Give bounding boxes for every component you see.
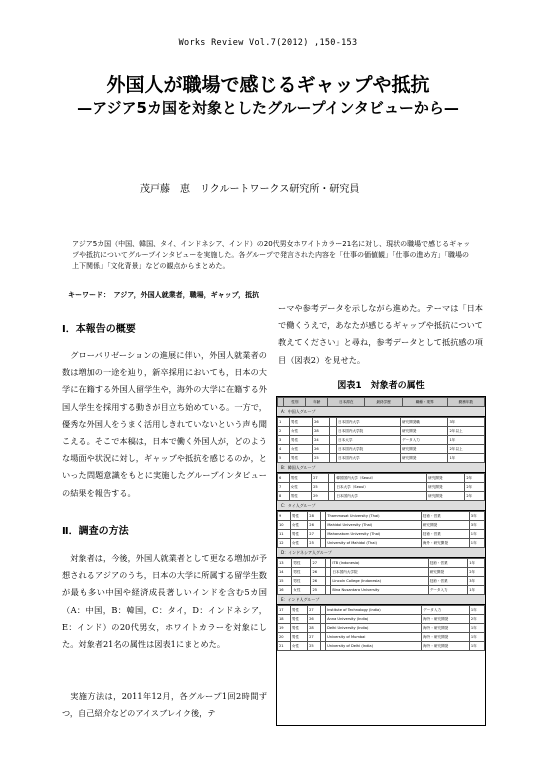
table-cell: 25 [311, 586, 325, 595]
table-cell: 3年 [468, 577, 485, 586]
table-cell: 27 [308, 633, 321, 642]
table-cell: 女性 [290, 521, 307, 530]
table-cell: 技術・営業 [428, 559, 468, 568]
table-row [278, 577, 485, 586]
table-cell: 研究開発 [421, 521, 469, 530]
table-cell: 1年 [448, 454, 485, 463]
table-cell: 日本大学 [337, 436, 401, 445]
table-cell: 男性 [290, 454, 313, 463]
table-cell: 26 [308, 615, 321, 624]
body-paragraph-3: 実施方法は，2011年12月，各グループ1回2時間ずつ，自己紹介などのアイスブレイク後，テ [62, 691, 267, 719]
table-row [278, 586, 485, 595]
table-cell: 海外・研究開発 [422, 624, 470, 633]
table-cell: Bina Nusantara University [331, 586, 428, 595]
table-cell: Thammasat University (Thai) [326, 512, 421, 521]
table-header-cell: 勤務年数 [447, 398, 484, 407]
table-cell: 海外・研究開発 [421, 539, 469, 548]
table-cell: 女性 [290, 445, 313, 454]
table-cell: 26 [311, 577, 325, 586]
table-cell: 3年 [469, 521, 484, 530]
table-row [278, 474, 485, 483]
table-cell: 27 [311, 559, 325, 568]
table-header-cell: 性別 [284, 398, 306, 407]
table-cell: 3 [278, 436, 290, 445]
table-group-label: D：インドネシア人グループ [277, 548, 485, 558]
table-row [278, 436, 485, 445]
table-row [278, 559, 485, 568]
table-cell: 27 [312, 474, 329, 483]
table-cell: 男性 [292, 559, 311, 568]
table-cell [328, 483, 335, 492]
table-cell: 25 [313, 454, 330, 463]
table-cell: データ入力 [428, 586, 468, 595]
table-row [278, 624, 485, 633]
table-cell: 男性 [290, 436, 313, 445]
attribute-table [276, 396, 486, 726]
table-cell: 1年 [468, 559, 485, 568]
table-cell: Lincoln College (Indonesia) [331, 577, 428, 586]
table-cell [330, 427, 337, 436]
table-cell: 1年 [469, 624, 484, 633]
table-cell: 2年以上 [448, 427, 485, 436]
table-cell: 7 [278, 483, 290, 492]
table-cell: 12 [278, 539, 291, 548]
table-cell: 13 [278, 559, 292, 568]
table-cell: 女性 [290, 642, 307, 651]
table-cell: 6 [278, 474, 290, 483]
table-cell: 26 [308, 521, 321, 530]
table-cell: 男性 [290, 633, 307, 642]
table-cell: 技術・営業 [421, 530, 469, 539]
table-cell: Delhi University (India) [326, 624, 422, 633]
table-cell [330, 454, 337, 463]
table-cell: 25 [312, 483, 329, 492]
table-cell: 28 [308, 624, 321, 633]
table-cell: データ入力 [400, 436, 448, 445]
table-row [278, 539, 485, 548]
table-cell: 研究開発 [428, 568, 468, 577]
table-cell: 男性 [290, 418, 313, 427]
table-cell: 2年以上 [448, 445, 485, 454]
table-cell: 研究開発 [400, 445, 448, 454]
table-cell: 研究開発 [427, 474, 465, 483]
table-cell: 28 [313, 427, 330, 436]
body-paragraph-2: 対象者は，今後，外国人就業者として更なる増加が予想されるアジアのうち，日本の大学に所属する留学生数が最も多い中国や経済成長著しいインドを含む5カ国（A：中国，B：韓国，C：タイ，D：インドネシア，E：インド）の20代男女，ホワイトカラーを対象にした。対象者21名の属性は図表1にまとめた。 [62, 553, 267, 650]
table-cell: 26 [311, 568, 325, 577]
table-cell: 18 [278, 615, 291, 624]
table-row [278, 606, 485, 615]
table-cell: 26 [313, 445, 330, 454]
table-cell: 日本国内大学院 [337, 445, 401, 454]
table-cell [330, 436, 337, 445]
table-row [278, 521, 485, 530]
table-cell: 28 [308, 512, 321, 521]
table-header-cell: 日本滞在 [328, 398, 365, 407]
table-row [278, 568, 485, 577]
table-cell: 2年 [465, 474, 485, 483]
author-line: 茂戸藤 恵 リクルートワークス研究所・研究員 [140, 184, 360, 195]
table-cell: 25 [308, 642, 321, 651]
table-cell: 技術・営業 [421, 512, 469, 521]
table-cell: 16 [278, 586, 292, 595]
table-cell: 男性 [290, 530, 307, 539]
table-cell: 17 [278, 606, 291, 615]
table-cell: 24 [313, 436, 330, 445]
page-title: 外国人が職場で感じるギャップや抵抗 [106, 74, 430, 96]
table-cell [328, 474, 335, 483]
table-cell: 日本国内大学院 [331, 568, 428, 577]
table-row [278, 492, 485, 501]
table-cell: Institute of Technology (India) [326, 606, 422, 615]
table-cell: 1年 [469, 633, 484, 642]
table-cell: 女性 [290, 427, 313, 436]
table-group-label: C：タイ人グループ [277, 501, 485, 511]
table-cell: 1年 [448, 436, 485, 445]
table-cell: 日本国内大学 [337, 454, 401, 463]
table-cell: 男性 [292, 568, 311, 577]
table-cell: 2年 [465, 483, 485, 492]
table-cell: 1年 [469, 530, 484, 539]
table-cell: 技術・営業 [428, 577, 468, 586]
table-header-cell: 最終学歴 [365, 398, 402, 407]
table-cell: 8 [278, 492, 290, 501]
table-cell: Mahidol University (Thai) [326, 521, 421, 530]
table-cell: 15 [278, 577, 292, 586]
table-cell: 女性 [289, 483, 311, 492]
table-row [278, 642, 485, 651]
table-cell: 11 [278, 530, 291, 539]
table-row [278, 512, 485, 521]
table-cell: 3年 [448, 418, 485, 427]
table-cell: 男性 [289, 492, 311, 501]
body-paragraph-1: グローバリゼーションの進展に伴い，外国人就業者の数は増加の一途を辿り，新卒採用においても，日本の大学に在籍する外国人留学生や，海外の大学に在籍する外国人学生を採用する動きが目立ち始めている。一方で，優秀な外国人をうまく活用しきれていないという声も聞こえる。そこで本稿は，日本で働く外国人が，どのような場面や状況に対し，ギャップや抵抗を感じるのか，といった問題意識をもとに実施したグループインタビューの結果を報告する。 [62, 350, 267, 498]
table-cell [330, 445, 337, 454]
table-caption: 図表1 対象者の属性 [337, 381, 425, 391]
table-cell: 4 [278, 445, 290, 454]
table-cell: University of Mahidol (Thai) [326, 539, 421, 548]
table-cell: 研究開発 [427, 483, 465, 492]
table-cell: 5 [278, 454, 290, 463]
section-heading-1: Ⅰ．本報告の概要 [62, 324, 136, 335]
table-cell: 日本国内大学院 [337, 427, 401, 436]
table-cell: 25 [308, 539, 321, 548]
table-cell: 男性 [290, 606, 307, 615]
journal-header: Works Review Vol.7(2012) ,150-153 [178, 38, 358, 48]
keywords: キーワード： アジア，外国人就業者，職場，ギャップ，抵抗 [68, 291, 260, 299]
table-cell: 1年 [469, 539, 484, 548]
table-cell: 日本国内大学 [337, 418, 401, 427]
table-cell: 研究開発職 [400, 418, 448, 427]
table-cell: 2 [278, 427, 290, 436]
section-heading-2: Ⅱ．調査の方法 [62, 526, 129, 537]
table-cell: 男性 [289, 474, 311, 483]
table-group-label: B：韓国人グループ [277, 463, 485, 473]
table-cell: データ入力 [422, 606, 470, 615]
table-cell: 20 [278, 633, 291, 642]
table-cell: 海外・研究開発 [422, 633, 470, 642]
table-cell: 2年 [465, 492, 485, 501]
table-cell: 日本大学（Seoul） [335, 483, 427, 492]
table-cell: 1年 [469, 642, 484, 651]
table-cell: 10 [278, 521, 291, 530]
table-cell: Mahanakorn University (Thai) [326, 530, 421, 539]
table-cell: ITB (Indonesia) [331, 559, 428, 568]
table-cell: 女性 [290, 539, 307, 548]
table-cell: 海外・研究開発 [422, 642, 470, 651]
table-cell: 男性 [292, 577, 311, 586]
table-cell: 韓国国内大学（Seoul） [335, 474, 427, 483]
table-cell [330, 418, 337, 427]
table-cell: 29 [312, 492, 329, 501]
table-cell: 研究開発 [427, 492, 465, 501]
table-cell: 日本国内大学 [335, 492, 427, 501]
table-cell: 27 [308, 606, 321, 615]
body-paragraph-right: ーマや参考データを示しながら進めた。テーマは「日本で働くうえで，あなたが感じるギャップや抵抗について教えてください」と尋ね，参考データとして抵抗感の項目（図表2）を見せた。 [278, 303, 483, 365]
table-cell: 男性 [290, 512, 307, 521]
table-row [278, 530, 485, 539]
table-row [278, 615, 485, 624]
table-row [278, 418, 485, 427]
table-row [278, 427, 485, 436]
table-cell: 研究開発 [400, 454, 448, 463]
abstract: アジア5カ国（中国、韓国、タイ、インドネシア、インド）の20代男女ホワイトカラー21名に対し、現状の職場で感じるギャップや抵抗についてグループインタビューを実施した。各グループで発言された内容を「仕事の価値観」「仕事の進め方」「職場の上下関係」「文化背景」などの観点からまとめた。 [72, 240, 471, 270]
table-cell: 14 [278, 568, 292, 577]
table-cell: 3年 [469, 512, 484, 521]
page-subtitle: —アジア5カ国を対象としたグループインタビューから— [77, 99, 459, 117]
table-cell: 1年 [468, 586, 485, 595]
table-group-label: E：インド人グループ [277, 595, 485, 605]
table-cell: 女性 [292, 586, 311, 595]
table-row [278, 445, 485, 454]
table-cell [328, 492, 335, 501]
table-cell: 2年 [469, 615, 484, 624]
table-cell: 研究開発 [400, 427, 448, 436]
table-cell: Anna University (India) [326, 615, 422, 624]
table-cell: 19 [278, 624, 291, 633]
table-cell: 1年 [469, 606, 484, 615]
table-cell: 海外・研究開発 [422, 615, 470, 624]
table-cell: 1 [278, 418, 290, 427]
table-header-cell: 年齢 [306, 398, 328, 407]
table-cell: 9 [278, 512, 291, 521]
table-cell: 男性 [290, 615, 307, 624]
table-group-label: A：中国人グループ [277, 407, 485, 417]
table-cell: 21 [278, 642, 291, 651]
table-cell: 男性 [290, 624, 307, 633]
table-cell: 26 [313, 418, 330, 427]
table-row [278, 633, 485, 642]
table-row [278, 454, 485, 463]
table-cell: 27 [308, 530, 321, 539]
table-cell: University of Delhi (India) [326, 642, 422, 651]
table-header-cell: 職種・業界 [402, 398, 447, 407]
table-row [278, 483, 485, 492]
table-cell: 2年 [468, 568, 485, 577]
table-cell: University of Mumbai [326, 633, 422, 642]
